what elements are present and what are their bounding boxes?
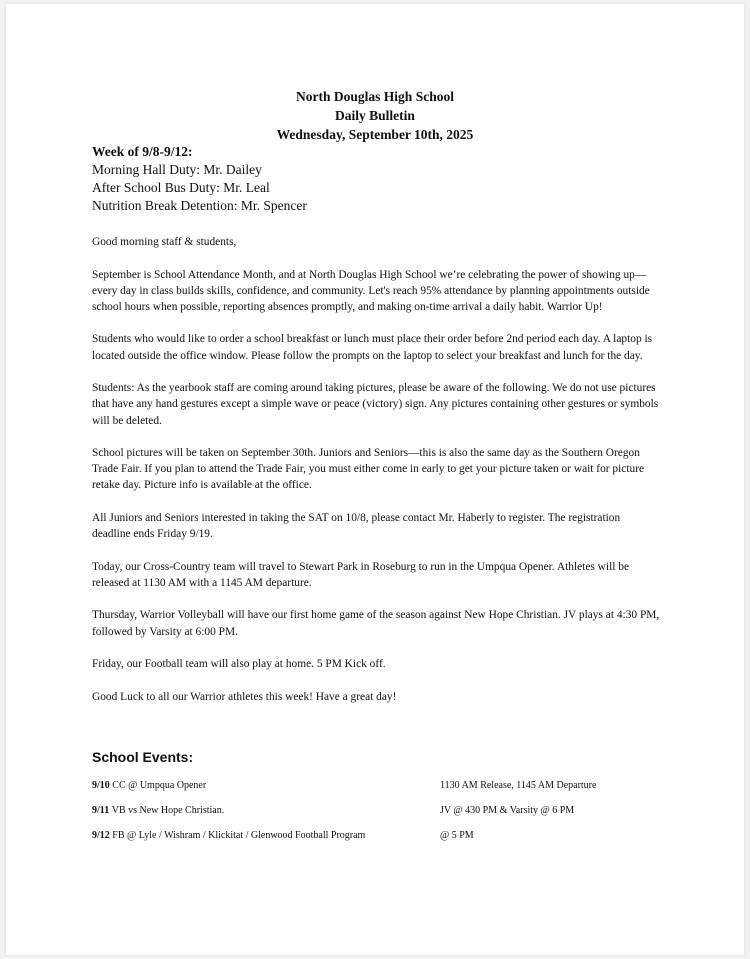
week-title: Week of 9/8-9/12: xyxy=(92,144,193,159)
announcement-paragraph: Students: As the yearbook staff are coming around taking pictures, please be aware of the following. We do not use pictures that have any hand gestures except a simple wave or peace (victory) sign. Any pictures containing other gestures or symbols will be deleted. xyxy=(92,382,659,427)
duty-line: Morning Hall Duty: Mr. Dailey xyxy=(92,162,262,177)
announcement-paragraph: School pictures will be taken on September 30th. Juniors and Seniors—this is also the same day as the Southern Oregon Trade Fair. If you plan to attend the Trade Fair, you must either come in early to get your picture taken or wait for picture retake day. Picture info is available at the office. xyxy=(92,447,645,492)
closing-line: Good Luck to all our Warrior athletes this week! Have a great day! xyxy=(92,690,397,703)
event-date: 9/11 xyxy=(92,805,112,816)
bulletin-body xyxy=(92,234,660,721)
event-row xyxy=(92,779,652,793)
event-time: JV @ 430 PM & Varsity @ 6 PM xyxy=(440,805,575,816)
announcement-paragraph: All Juniors and Seniors interested in taking the SAT on 10/8, please contact Mr. Haberly to register. The registration deadline ends Friday 9/19. xyxy=(92,511,621,541)
event-row xyxy=(92,804,652,818)
event-time: 1130 AM Release, 1145 AM Departure xyxy=(440,780,597,791)
duty-line: After School Bus Duty: Mr. Leal xyxy=(92,180,270,195)
event-time: @ 5 PM xyxy=(440,830,474,841)
announcement-paragraph: Today, our Cross-Country team will travel to Stewart Park in Roseburg to run in the Umpqua Opener. Athletes will be released at 1130 AM with a 1145 AM departure. xyxy=(92,560,630,589)
school-events-title: School Events: xyxy=(92,749,194,765)
school-name: North Douglas High School xyxy=(296,89,454,104)
announcement-paragraph: Students who would like to order a school breakfast or lunch must place their order before 2nd period each day. A laptop is located outside the office window. Please follow the prompts on the laptop to select your breakfast and lunch for the day. xyxy=(92,333,653,362)
announcement-paragraph: September is School Attendance Month, and at North Douglas High School we’re celebrating the power of showing up—every day in class builds skills, confidence, and community. Let's reach 95% attendance by planning appointments outside school hours when possible, reporting absences promptly, and making on-time arrival a daily habit. Warrior Up! xyxy=(92,268,650,313)
event-name: FB @ Lyle / Wishram / Klickitat / Glenwood Football Program xyxy=(112,830,366,841)
bulletin-date: Wednesday, September 10th, 2025 xyxy=(276,127,474,142)
bulletin-title: Daily Bulletin xyxy=(335,108,415,123)
announcement-paragraph: Thursday, Warrior Volleyball will have our first home game of the season against New Hope Christian. JV plays at 4:30 PM, followed by Varsity at 6:00 PM. xyxy=(92,609,660,638)
greeting: Good morning staff & students, xyxy=(92,236,237,248)
week-duties xyxy=(92,143,307,215)
event-name: CC @ Umpqua Opener xyxy=(112,780,207,791)
event-date: 9/12 xyxy=(92,830,113,841)
announcement-paragraph: Friday, our Football team will also play at home. 5 PM Kick off. xyxy=(92,658,386,671)
event-row xyxy=(92,829,652,843)
duty-line: Nutrition Break Detention: Mr. Spencer xyxy=(92,198,307,213)
event-date: 9/10 xyxy=(92,780,113,791)
bulletin-header xyxy=(0,87,750,144)
event-name: VB vs New Hope Christian. xyxy=(111,805,225,816)
